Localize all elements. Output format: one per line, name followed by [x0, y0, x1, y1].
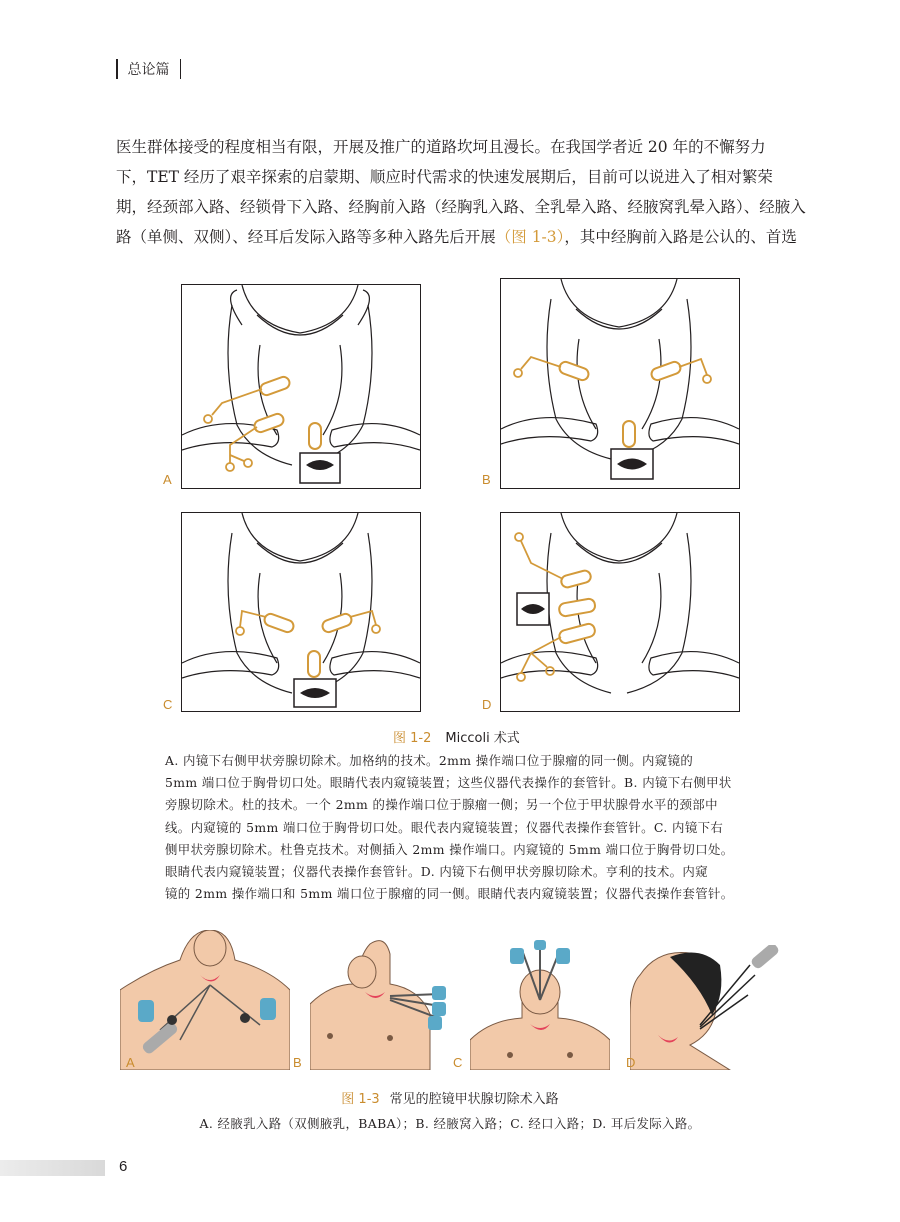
figure-title: 常见的腔镜甲状腺切除术入路: [389, 1092, 559, 1107]
figure-1-2-title: [393, 727, 520, 746]
panel-label-b: B: [482, 472, 491, 487]
photo-label-d: D: [626, 1055, 636, 1070]
body-paragraph: [116, 132, 806, 252]
photo-label-b: B: [293, 1055, 302, 1070]
caption-line: 5mm 端口位于胸骨切口处。眼睛代表内窥镜装置；这些仪器代表操作的套管针。B. 内镜下右侧甲状: [165, 775, 732, 791]
figure-number: 图 1-2: [393, 731, 432, 746]
page-number: 6: [119, 1158, 128, 1175]
body-line: 下，TET 经历了艰辛探索的启蒙期、顺应时代需求的快速发展期后，目前可以说进入了相对繁荣: [116, 168, 773, 186]
body-text-before-ref: 路（单侧、双侧）、经耳后发际入路等多种入路先后开展: [116, 228, 496, 246]
footer-gray-bar: [0, 1160, 105, 1176]
header-bar-right: [180, 59, 182, 79]
panel-label-a: A: [163, 472, 172, 487]
neck-diagram-a: [182, 285, 420, 488]
caption-line: 侧甲状旁腺切除术。杜鲁克技术。对侧插入 2mm 操作端口。内窥镜的 5mm 端口位于胸骨切口处。: [165, 841, 734, 857]
figure-1-3-title: [0, 1088, 900, 1107]
figure-panel-a: [181, 284, 421, 489]
body-line-last: [116, 222, 797, 252]
caption-line: 线。内窥镜的 5mm 端口位于胸骨切口处。眼代表内窥镜装置；仪器代表操作套管针。C. 内镜下右: [165, 819, 724, 835]
approach-illustration-c: [470, 940, 610, 1070]
panel-label-d: D: [482, 697, 492, 712]
running-header: [116, 58, 181, 80]
caption-line: 镜的 2mm 操作端口和 5mm 端口位于腺瘤的同一侧。眼睛代表内窥镜装置；仪器代表操作套管针。: [165, 886, 734, 902]
figure-1-2-caption: [165, 750, 750, 905]
body-line: 医生群体接受的程度相当有限，开展及推广的道路坎坷且漫长。在我国学者近 20 年的不懈努力: [116, 138, 766, 156]
photo-label-a: A: [126, 1055, 135, 1070]
photo-label-c: C: [453, 1055, 463, 1070]
approach-illustration-d: [630, 945, 785, 1070]
figure-panel-c: [181, 512, 421, 712]
figure-number: 图 1-3: [341, 1092, 380, 1107]
figure-panel-b: [500, 278, 740, 489]
body-line: 期，经颈部入路、经锁骨下入路、经胸前入路（经胸乳入路、全乳晕入路、经腋窝乳晕入路）、经腋入: [116, 198, 806, 216]
figure-1-3-caption: A. 经腋乳入路（双侧腋乳，BABA）；B. 经腋窝入路；C. 经口入路；D. 耳后发际入路。: [199, 1116, 701, 1131]
neck-diagram-c: [182, 513, 420, 711]
body-text-after-ref: ，其中经胸前入路是公认的、首选: [564, 228, 797, 246]
panel-label-c: C: [163, 697, 173, 712]
figure-panel-d: [500, 512, 740, 712]
caption-line: A. 内镜下右侧甲状旁腺切除术。加格纳的技术。2mm 操作端口位于腺瘤的同一侧。内窥镜的: [165, 753, 694, 768]
approach-illustration-a: [120, 930, 290, 1070]
neck-diagram-b: [501, 279, 739, 488]
section-title: 总论篇: [127, 62, 170, 78]
figure-reference-link[interactable]: （图 1-3）: [495, 228, 565, 246]
caption-line: 旁腺切除术。杜的技术。一个 2mm 的操作端口位于腺瘤一侧；另一个位于甲状腺骨水平的颈部中: [165, 797, 718, 813]
figure-title: Miccoli 术式: [445, 731, 520, 746]
caption-line: 眼睛代表内窥镜装置；仪器代表操作套管针。D. 内镜下右侧甲状旁腺切除术。亨利的技术。内窥: [165, 864, 708, 880]
neck-diagram-d: [501, 513, 739, 711]
approach-illustration-b: [310, 934, 450, 1070]
